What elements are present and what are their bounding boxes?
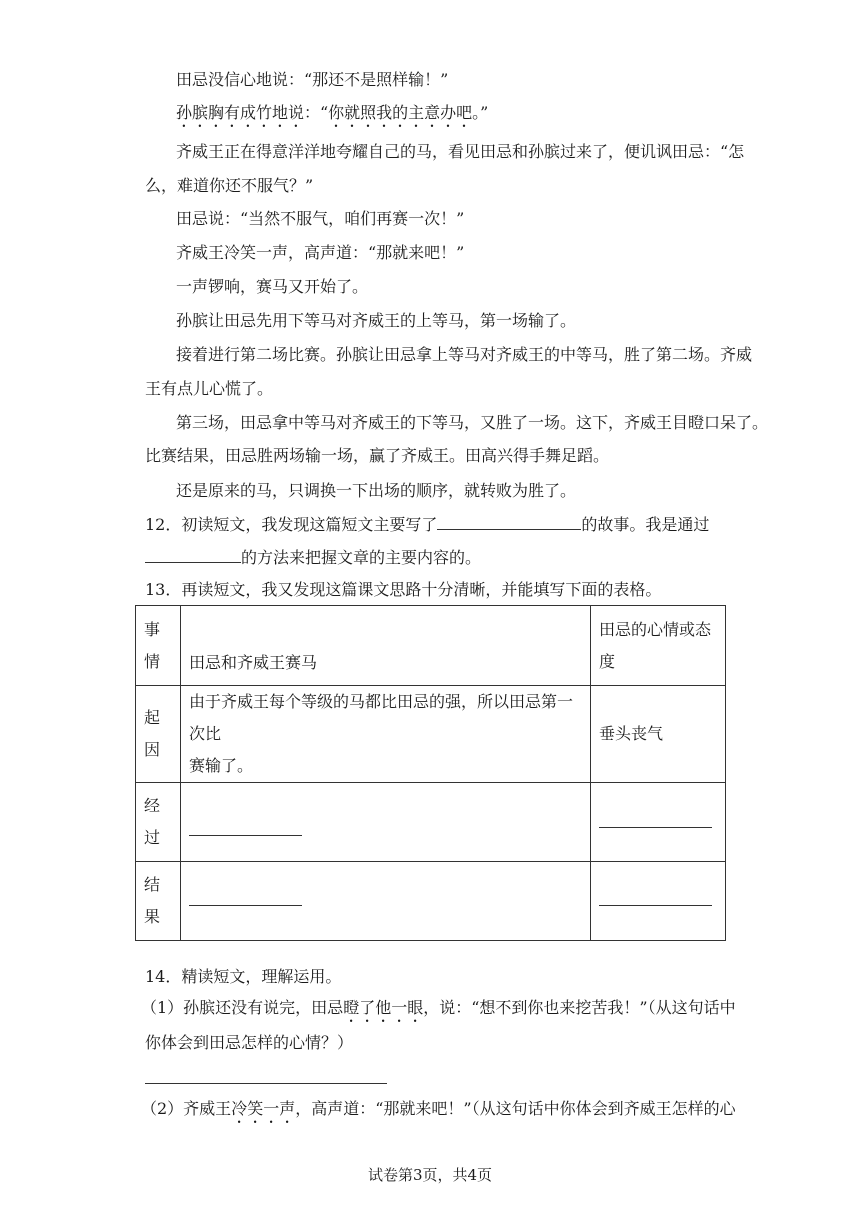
page-footer: 试卷第3页，共4页 <box>367 1166 493 1184</box>
cell-cause-mood: 垂头丧气 <box>591 686 726 783</box>
answer-blank-process-mood[interactable] <box>599 826 712 828</box>
question-14-2: （2）齐威王冷笑一声，高声道：“那就来吧！”（从这句话中你体会到齐威王怎样的心 <box>141 1099 736 1118</box>
cell-result-answer[interactable] <box>181 862 591 941</box>
cell-cause-text: 由于齐威王每个等级的马都比田忌的强，所以田忌第一次比 赛输了。 <box>181 686 591 783</box>
answer-blank-result[interactable] <box>189 904 302 906</box>
passage-line-3: 齐威王正在得意洋洋地夸耀自己的马，看见田忌和孙膑过来了，便讥讽田忌：“怎 <box>176 142 745 161</box>
cell-header-mood: 田忌的心情或态 度 <box>591 606 726 686</box>
answer-blank-process[interactable] <box>189 834 302 836</box>
passage-line-12: 比赛结果，田忌胜两场输一场，赢了齐威王。田高兴得手舞足蹈。 <box>145 446 610 465</box>
answer-line-14-1[interactable] <box>145 1083 387 1084</box>
table-row-cause <box>136 686 726 783</box>
cell-result-label: 结 果 <box>136 862 181 941</box>
answer-blank-12a[interactable] <box>437 513 581 530</box>
passage-line-4: 么，难道你还不服气？” <box>145 176 314 195</box>
passage-line-2 <box>176 103 488 131</box>
cell-process-label: 经 过 <box>136 783 181 862</box>
question-12-line-2: 的方法来把握文章的主要内容的。 <box>145 546 481 568</box>
question-12-line-1: 12．初读短文，我发现这篇短文主要写了 的故事。我是通过 <box>145 515 710 534</box>
answer-blank-result-mood[interactable] <box>599 904 712 906</box>
cell-process-mood[interactable] <box>591 783 726 862</box>
passage-line-11: 第三场，田忌拿中等马对齐威王的下等马，又胜了一场。这下，齐威王目瞪口呆了。 <box>176 413 769 432</box>
cell-header-event: 田忌和齐威王赛马 <box>181 606 591 686</box>
question-13: 13．再读短文，我又发现这篇课文思路十分清晰，并能填写下面的表格。 <box>145 580 662 599</box>
passage-line-2-text: 孙膑胸有成竹地说：“你就照我的主意办吧。” <box>176 103 489 122</box>
passage-line-7: 一声锣响，赛马又开始了。 <box>176 277 369 296</box>
cell-cause-label: 起 因 <box>136 686 181 783</box>
table-row-header <box>136 606 726 686</box>
table-row-result <box>136 862 726 941</box>
answer-blank-12b[interactable] <box>145 546 241 563</box>
passage-line-5: 田忌说：“当然不服气，咱们再赛一次！” <box>176 209 465 228</box>
cell-process-answer[interactable] <box>181 783 591 862</box>
table-row-process <box>136 783 726 862</box>
question-14-title: 14．精读短文，理解运用。 <box>145 967 342 986</box>
cell-result-mood[interactable] <box>591 862 726 941</box>
cell-header-label: 事 情 <box>136 606 181 686</box>
passage-line-9: 接着进行第二场比赛。孙膑让田忌拿上等马对齐威王的中等马，胜了第二场。齐威 <box>176 345 753 364</box>
passage-line-8: 孙膑让田忌先用下等马对齐威王的上等马，第一场输了。 <box>176 311 577 330</box>
question-14-1: （1）孙膑还没有说完，田忌瞪了他一眼，说：“想不到你也来挖苦我！”（从这句话中 <box>141 998 736 1017</box>
passage-line-13: 还是原来的马，只调换一下出场的顺序，就转败为胜了。 <box>176 481 577 500</box>
passage-line-10: 王有点儿心慌了。 <box>145 379 274 398</box>
question-14-1-line-2: 你体会到田忌怎样的心情？） <box>145 1033 354 1052</box>
answer-table <box>135 605 726 941</box>
passage-line-1: 田忌没信心地说：“那还不是照样输！” <box>176 70 449 89</box>
passage-line-6: 齐威王冷笑一声，高声道：“那就来吧！” <box>176 243 465 262</box>
